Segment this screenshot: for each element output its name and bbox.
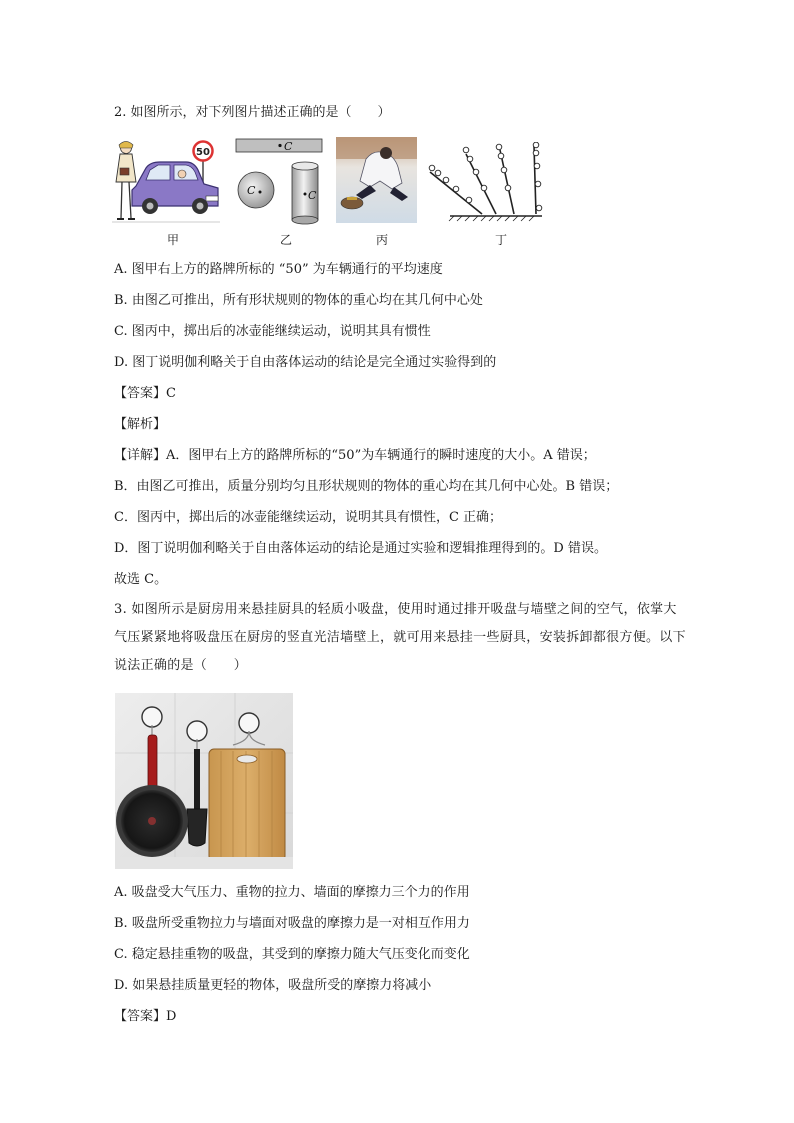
caption-jia: 甲 [166,233,179,247]
centroid-label-rod: C [284,140,293,153]
q2-stem: 2. 如图所示，对下列图片描述正确的是（ ） [114,105,391,120]
caption-ding: 丁 [494,233,507,247]
figure-bing-curling-photo [336,137,417,223]
q3-option-b: B. 吸盘所受重物拉力与墙面对吸盘的摩擦力是一对相互作用力 [114,916,470,931]
centroid-label-cylinder: C [308,189,317,202]
q2-conclusion: 故选 C。 [114,572,168,587]
sign-number: 50 [196,147,210,158]
q2-option-c: C. 图丙中，掷出后的冰壶能继续运动，说明其具有惯性 [114,324,431,339]
q2-option-d: D. 图丁说明伽利略关于自由落体运动的结论是完全通过实验得到的 [114,355,497,370]
q2-analysis-b: B．由图乙可推出，质量分别均匀且形状规则的物体的重心均在其几何中心处。B 错误； [114,479,619,494]
q2-option-b: B. 由图乙可推出，所有形状规则的物体的重心均在其几何中心处 [114,293,483,308]
q2-answer: 【答案】C [114,386,176,401]
figure-yi-centroids [234,136,326,226]
q3-option-d: D. 如果悬挂质量更轻的物体，吸盘所受的摩擦力将减小 [114,978,432,993]
q2-analysis-d: D．图丁说明伽利略关于自由落体运动的结论是通过实验和逻辑推理得到的。D 错误。 [114,541,607,556]
figure-ding-inclined-planes [426,142,546,222]
caption-yi: 乙 [279,233,292,247]
q2-analysis-c: C．图丙中，掷出后的冰壶能继续运动，说明其具有惯性，C 正确； [114,510,503,525]
q3-stem: 3. 如图所示是厨房用来悬挂厨具的轻质小吸盘，使用时通过排开吸盘与墙壁之间的空气，依掌大气压紧紧地将吸盘压在厨房的竖直光洁墙壁上，就可用来悬挂一些厨具，安装拆卸都很方便。以下说法正确的是（ ） [114,602,686,673]
q2-analysis-a: 【详解】A．图甲右上方的路牌所标的“50”为车辆通行的瞬时速度的大小。A 错误； [114,448,596,463]
caption-bing: 丙 [375,233,388,247]
q3-answer: 【答案】D [114,1009,177,1024]
q2-option-a: A. 图甲右上方的路牌所标的 “50” 为车辆通行的平均速度 [114,262,443,277]
figure-jia-car-sign [112,136,224,224]
centroid-label-ball: C [247,184,256,197]
q3-option-c: C. 稳定悬挂重物的吸盘，其受到的摩擦力随大气压变化而变化 [114,947,470,962]
q3-option-a: A. 吸盘受大气压力、重物的拉力、墙面的摩擦力三个力的作用 [114,885,470,900]
figure-suction-cup-photo [115,693,293,869]
q2-analysis-title: 【解析】 [114,417,167,432]
